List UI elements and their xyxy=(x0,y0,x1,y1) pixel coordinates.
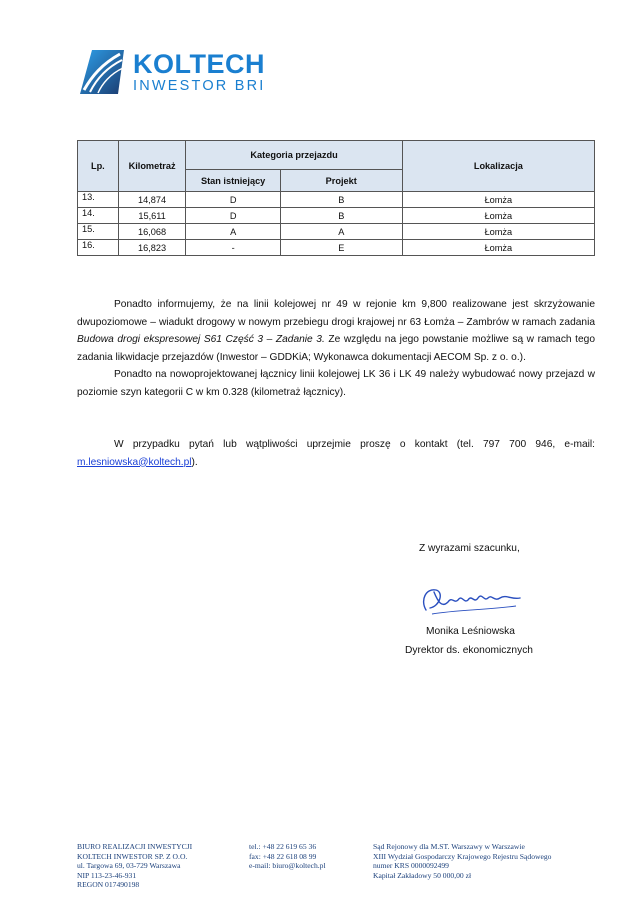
cell-project: A xyxy=(280,224,402,240)
cell-km: 14,874 xyxy=(118,192,186,208)
cell-lp: 13. xyxy=(78,192,119,208)
cell-location: Łomża xyxy=(402,240,594,256)
footer-line: numer KRS 0000092499 xyxy=(373,861,449,870)
logo-subtitle: INWESTOR BRI xyxy=(133,78,266,94)
cell-km: 16,068 xyxy=(118,224,186,240)
cell-current: D xyxy=(186,192,280,208)
cell-km: 15,611 xyxy=(118,208,186,224)
footer-line: KOLTECH INWESTOR SP. Z O.O. xyxy=(77,851,188,861)
paragraph-2 xyxy=(77,366,595,401)
cell-project: B xyxy=(280,208,402,224)
paragraph-3-text-a: W przypadku pytań lub wątpliwości uprzejmie proszę o kontakt (tel. 797 700 946, e-mail: xyxy=(114,439,595,450)
header-lp: Lp. xyxy=(78,141,119,192)
cell-current: D xyxy=(186,208,280,224)
footer-line: ul. Targowa 69, 03-729 Warszawa xyxy=(77,861,181,870)
cell-lp: 16. xyxy=(78,240,119,256)
handwritten-signature-icon xyxy=(416,580,526,618)
footer-line: BIURO REALIZACJI INWESTYCJI xyxy=(77,842,193,851)
footer-line: XIII Wydział Gospodarczy Krajowego Rejestru Sądowego xyxy=(373,851,552,861)
table-row xyxy=(78,192,595,208)
paragraph-2-text: Ponadto na nowoprojektowanej łącznicy linii kolejowej LK 36 i LK 49 należy wybudować nowy przejazd w poziomie szyn kategorii C w km 0.328 (kilometraż łącznicy). xyxy=(77,369,595,398)
paragraph-3-text-b: ). xyxy=(191,456,198,468)
header-km: Kilometraż xyxy=(118,141,186,192)
table-row xyxy=(78,208,595,224)
paragraph-1 xyxy=(77,296,595,366)
letter-body xyxy=(77,296,595,471)
paragraph-3 xyxy=(77,436,595,471)
footer-line: REGON 017490198 xyxy=(77,880,140,889)
footer-line: Sąd Rejonowy dla M.ST. Warszawy w Warszawie xyxy=(373,842,525,851)
cell-location: Łomża xyxy=(402,192,594,208)
header-project: Projekt xyxy=(280,170,402,192)
paragraph-1-task-name: Budowa drogi ekspresowej S61 Część 3 – Zadanie 3. xyxy=(77,334,325,345)
cell-project: E xyxy=(280,240,402,256)
footer-line: Kapitał Zakładowy 50 000,00 zł xyxy=(373,870,472,880)
cell-current: - xyxy=(186,240,280,256)
contact-email-link[interactable]: m.lesniowska@koltech.pl xyxy=(77,456,192,468)
footer-line: fax: +48 22 618 08 99 xyxy=(249,851,317,861)
cell-project: B xyxy=(280,192,402,208)
header-current-state: Stan istniejący xyxy=(186,170,280,192)
footer-line: NIP 113-23-46-931 xyxy=(77,870,137,880)
paragraph-1-text-b: Ze względu na jego powstanie możliwe są w ramach tego zadania likwidacje przejazdów (Inwestor – GDDKiA; Wykonawca dokumentacji AECOM Sp. z o. o.). xyxy=(77,334,595,363)
header-location: Lokalizacja xyxy=(402,141,594,192)
closing-greeting: Z wyrazami szacunku, xyxy=(419,543,520,554)
footer-address xyxy=(77,842,192,890)
header-category: Kategoria przejazdu xyxy=(186,141,402,170)
cell-current: A xyxy=(186,224,280,240)
cell-location: Łomża xyxy=(402,224,594,240)
cell-km: 16,823 xyxy=(118,240,186,256)
table-row xyxy=(78,224,595,240)
footer-registry xyxy=(373,842,551,880)
koltech-logo-mark-icon xyxy=(78,46,126,98)
paragraph-1-text-a: Ponadto informujemy, że na linii kolejowej nr 49 w rejonie km 9,800 realizowane jest skrzyżowanie dwupoziomowe – wiadukt drogowy w nowym przebiegu drogi krajowej nr 63 Łomża – Zambrów w ramach zadania xyxy=(77,299,595,328)
table-row xyxy=(78,240,595,256)
footer-contact xyxy=(249,842,326,871)
signer-title: Dyrektor ds. ekonomicznych xyxy=(405,645,533,656)
railway-crossings-table xyxy=(77,140,595,256)
footer-line: tel.: +48 22 619 65 36 xyxy=(249,842,317,851)
cell-lp: 14. xyxy=(78,208,119,224)
logo-name: KOLTECH xyxy=(133,49,265,79)
signer-name: Monika Leśniowska xyxy=(426,626,515,637)
company-logo xyxy=(78,46,278,102)
cell-lp: 15. xyxy=(78,224,119,240)
cell-location: Łomża xyxy=(402,208,594,224)
footer-line: e-mail: biuro@koltech.pl xyxy=(249,861,326,870)
